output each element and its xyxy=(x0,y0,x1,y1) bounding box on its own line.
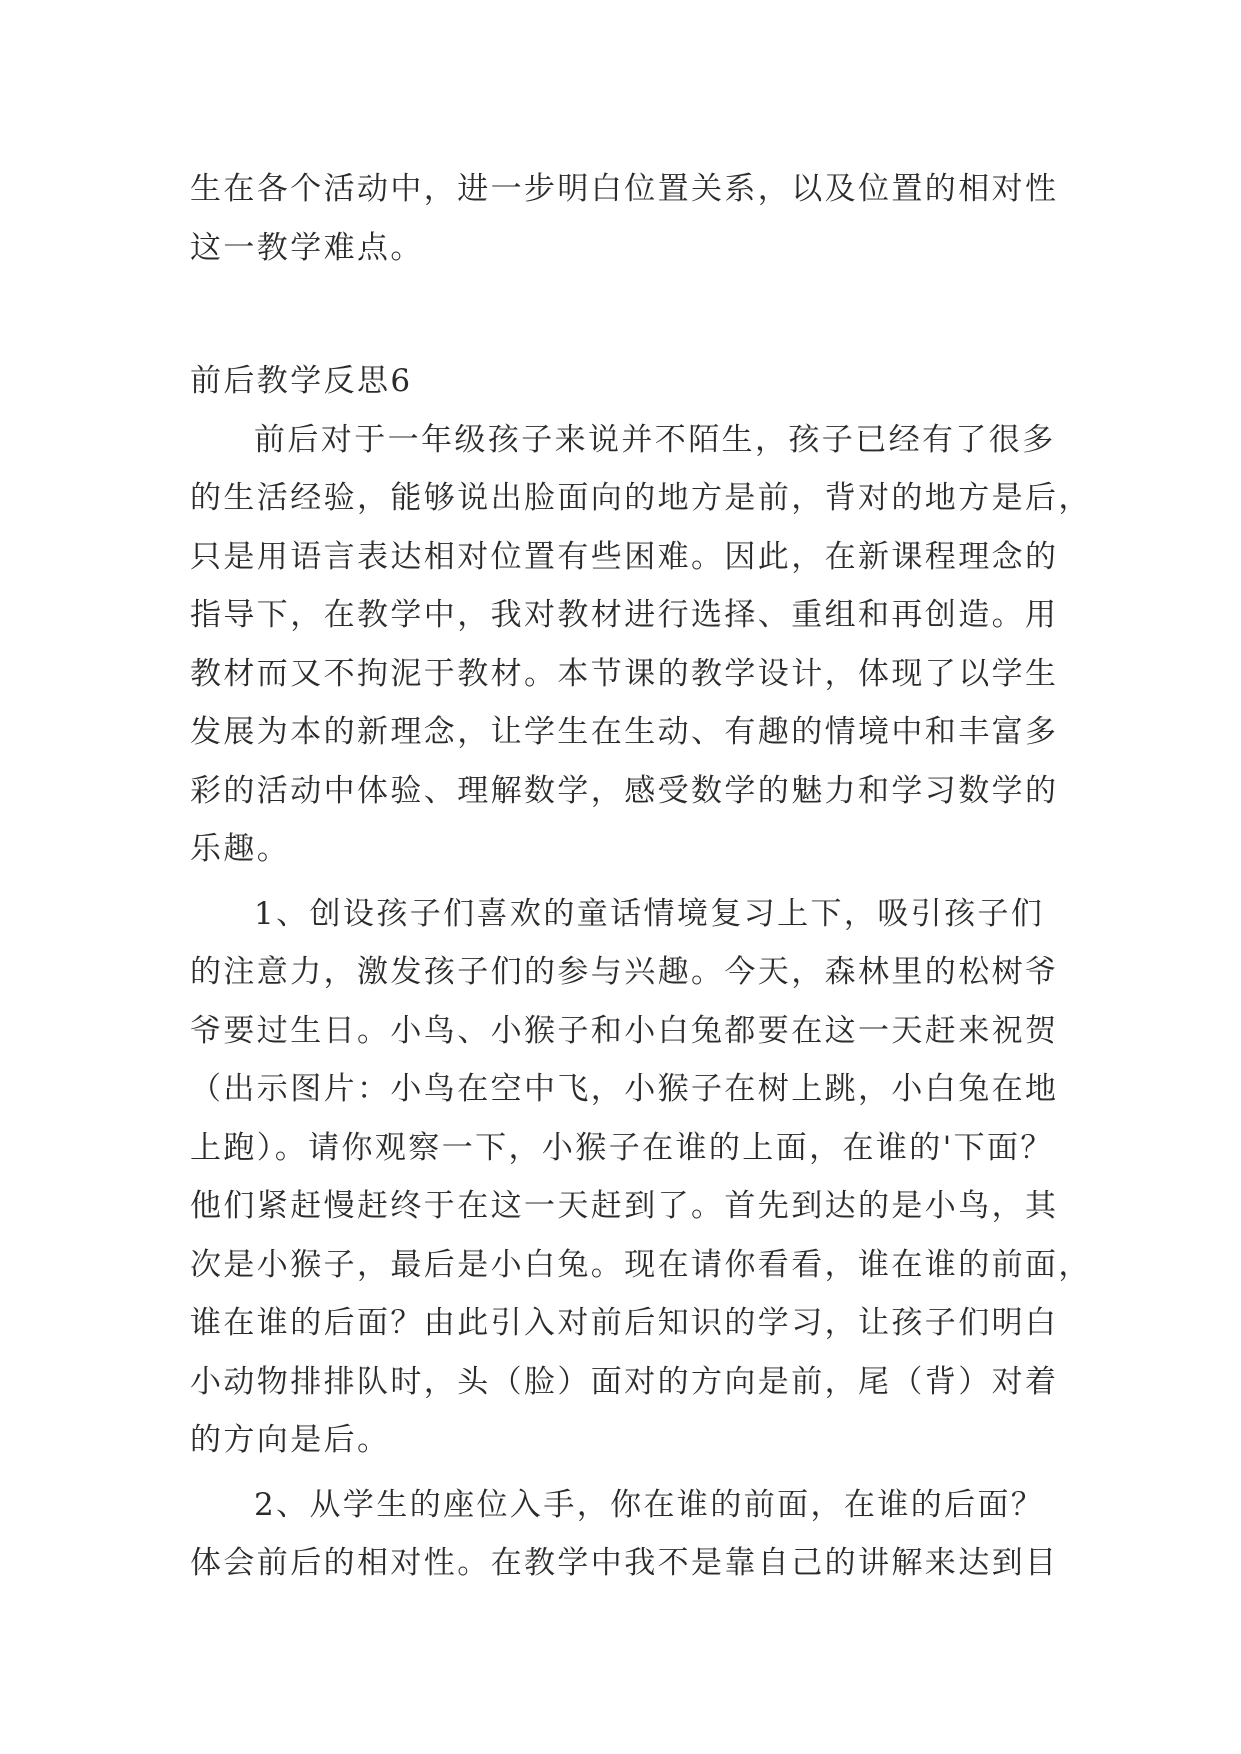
text-line: 的生活经验，能够说出脸面向的地方是前，背对的地方是后， xyxy=(190,480,1092,516)
paragraph-2 xyxy=(190,885,1092,1470)
text-line: 体会前后的相对性。在教学中我不是靠自己的讲解来达到目 xyxy=(190,1545,1059,1581)
paragraph-1 xyxy=(190,411,1092,879)
text-line: 的方向是后。 xyxy=(190,1422,391,1458)
text-line: 前后对于一年级孩子来说并不陌生，孩子已经有了很多 xyxy=(254,421,1056,458)
text-line: 乐趣。 xyxy=(190,831,291,867)
intro-paragraph xyxy=(190,160,1059,277)
text-line: 他们紧赶慢赶终于在这一天赶到了。首先到达的是小鸟，其 xyxy=(190,1188,1059,1224)
text-line: 爷要过生日。小鸟、小猴子和小白兔都要在这一天赶来祝贺 xyxy=(190,1012,1059,1049)
document-page xyxy=(190,160,1092,1593)
text-line: 的注意力，激发孩子们的参与兴趣。今天，森林里的松树爷 xyxy=(190,954,1059,990)
text-line: 生在各个活动中，进一步明白位置关系，以及位置的相对性 xyxy=(190,171,1059,207)
text-line: 小动物排排队时，头（脸）面对的方向是前，尾（背）对着 xyxy=(190,1363,1059,1400)
text-line: （出示图片：小鸟在空中飞，小猴子在树上跳，小白兔在地 xyxy=(190,1071,1059,1107)
text-line: 谁在谁的后面？由此引入对前后知识的学习，让孩子们明白 xyxy=(190,1305,1059,1341)
text-line: 2、从学生的座位入手，你在谁的前面，在谁的后面？ xyxy=(254,1486,1045,1523)
text-line: 指导下，在教学中，我对教材进行选择、重组和再创造。用 xyxy=(190,597,1059,633)
text-line: 这一教学难点。 xyxy=(190,229,424,266)
text-line: 次是小猴子，最后是小白兔。现在请你看看，谁在谁的前面， xyxy=(190,1246,1092,1283)
section-title: 前后教学反思6 xyxy=(190,363,413,399)
text-line: 教材而又不拘泥于教材。本节课的教学设计，体现了以学生 xyxy=(190,655,1059,692)
text-line: 1、创设孩子们喜欢的童话情境复习上下，吸引孩子们 xyxy=(254,895,1045,932)
text-line: 彩的活动中体验、理解数学，感受数学的魅力和学习数学的 xyxy=(190,772,1059,809)
paragraph-3 xyxy=(190,1476,1059,1593)
text-line: 只是用语言表达相对位置有些困难。因此，在新课程理念的 xyxy=(190,538,1059,575)
text-line: 上跑）。请你观察一下，小猴子在谁的上面，在谁的'下面？ xyxy=(190,1129,1054,1166)
text-line: 发展为本的新理念，让学生在生动、有趣的情境中和丰富多 xyxy=(190,714,1059,750)
